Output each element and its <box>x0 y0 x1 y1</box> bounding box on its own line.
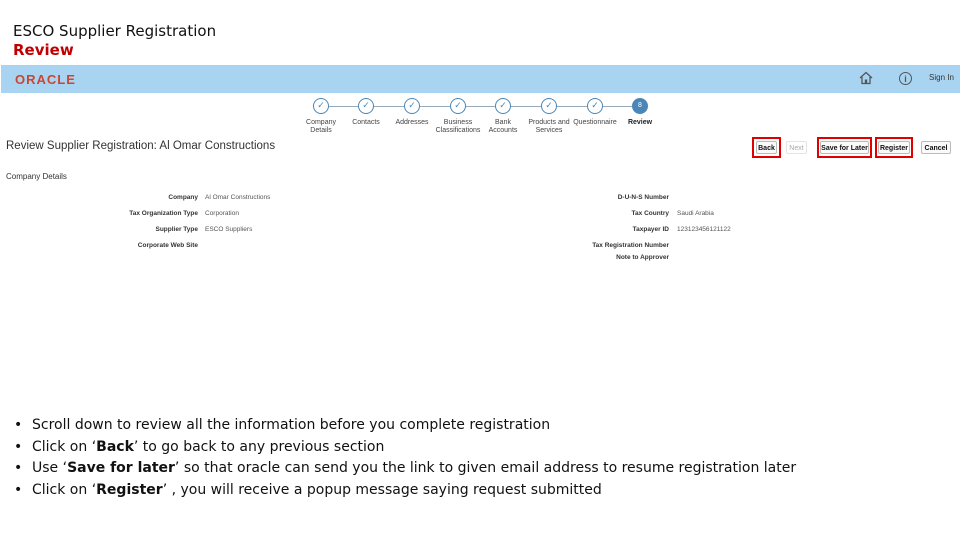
instruction-keyword: Register <box>96 482 163 499</box>
slide-title: ESCO Supplier Registration <box>13 22 217 40</box>
train-step-label: Classifications <box>435 126 481 134</box>
field-label-duns-number: D-U-N-S Number <box>617 194 669 201</box>
train-step-label: Details <box>310 126 332 134</box>
field-label-tax-country: Tax Country <box>631 210 669 217</box>
train-step-bank-accounts[interactable] <box>480 97 526 134</box>
train-step-label: Addresses <box>395 119 429 126</box>
instruction-keyword: Save for later <box>67 460 175 477</box>
check-icon: ✓ <box>495 98 511 114</box>
train-step-label: Company <box>306 119 336 126</box>
register-button[interactable]: Register <box>878 141 910 154</box>
field-value-supplier-type: ESCO Suppliers <box>205 226 253 233</box>
app-header <box>1 65 960 93</box>
check-icon: ✓ <box>587 98 603 114</box>
train-step-addresses[interactable] <box>389 97 435 127</box>
instruction-item <box>14 458 796 480</box>
instruction-item <box>14 480 796 502</box>
check-icon: ✓ <box>450 98 466 114</box>
page-title: Review Supplier Registration: Al Omar Constructions <box>6 140 276 152</box>
train-step-label: Services <box>535 126 563 134</box>
field-label-company: Company <box>168 194 198 201</box>
field-label-tax-registration-number: Tax Registration Number <box>592 242 669 249</box>
oracle-logo[interactable]: ORACLE <box>15 72 76 87</box>
back-button[interactable]: Back <box>756 141 777 154</box>
train-step-products-services[interactable] <box>526 97 572 134</box>
instruction-text: Scroll down to review all the information before you complete registration <box>32 417 551 433</box>
field-value-tax-country: Saudi Arabia <box>677 210 714 217</box>
instruction-item <box>14 437 796 459</box>
step-number: 8 <box>632 98 648 114</box>
check-icon: ✓ <box>313 98 329 114</box>
train-step-review[interactable] <box>617 97 663 127</box>
instruction-text: ’ to go back to any previous section <box>133 438 385 455</box>
train-step-questionnaire[interactable] <box>572 97 618 127</box>
instruction-keyword: Back <box>96 438 134 455</box>
instruction-list <box>14 415 796 502</box>
train-step-business-classifications[interactable] <box>435 97 481 134</box>
instruction-text: Click on ‘ <box>32 438 97 455</box>
check-icon: ✓ <box>404 98 420 114</box>
registration-train <box>300 97 660 137</box>
instruction-item <box>14 415 796 437</box>
field-value-company: Al Omar Constructions <box>205 194 271 201</box>
check-icon: ✓ <box>541 98 557 114</box>
field-label-note-to-approver: Note to Approver <box>616 254 669 261</box>
train-step-label: Business <box>443 119 473 126</box>
train-step-contacts[interactable] <box>343 97 389 127</box>
field-label-taxpayer-id: Taxpayer ID <box>632 226 669 233</box>
cancel-button[interactable]: Cancel <box>921 141 951 154</box>
info-icon[interactable]: i <box>899 72 912 85</box>
sign-in-link[interactable]: Sign In <box>929 73 954 82</box>
slide-subtitle: Review <box>13 41 74 59</box>
instruction-text: ’ so that oracle can send you the link to given email address to resume registration later <box>174 460 797 477</box>
instruction-text: Use ‘ <box>32 460 68 477</box>
instruction-text: ’ , you will receive a popup message saying request submitted <box>162 482 602 499</box>
train-step-label: Bank Accounts <box>488 119 518 134</box>
train-step-label: Products and <box>528 119 570 126</box>
home-icon[interactable] <box>859 71 873 85</box>
next-button[interactable]: Next <box>786 141 807 154</box>
field-value-taxpayer-id: 123123456121122 <box>677 226 731 233</box>
field-label-supplier-type: Supplier Type <box>155 226 198 233</box>
instruction-text: Click on ‘ <box>32 482 97 499</box>
train-step-label: Questionnaire <box>573 119 617 126</box>
field-label-tax-organization-type: Tax Organization Type <box>129 210 198 217</box>
train-step-label: Review <box>627 119 653 126</box>
field-value-tax-organization-type: Corporation <box>205 210 239 217</box>
field-label-corporate-web-site: Corporate Web Site <box>137 242 198 249</box>
train-step-company-details[interactable] <box>298 97 344 134</box>
train-step-label: Contacts <box>352 119 380 126</box>
company-details-section-title: Company Details <box>6 172 67 181</box>
save-for-later-button[interactable]: Save for Later <box>820 141 869 154</box>
check-icon: ✓ <box>358 98 374 114</box>
